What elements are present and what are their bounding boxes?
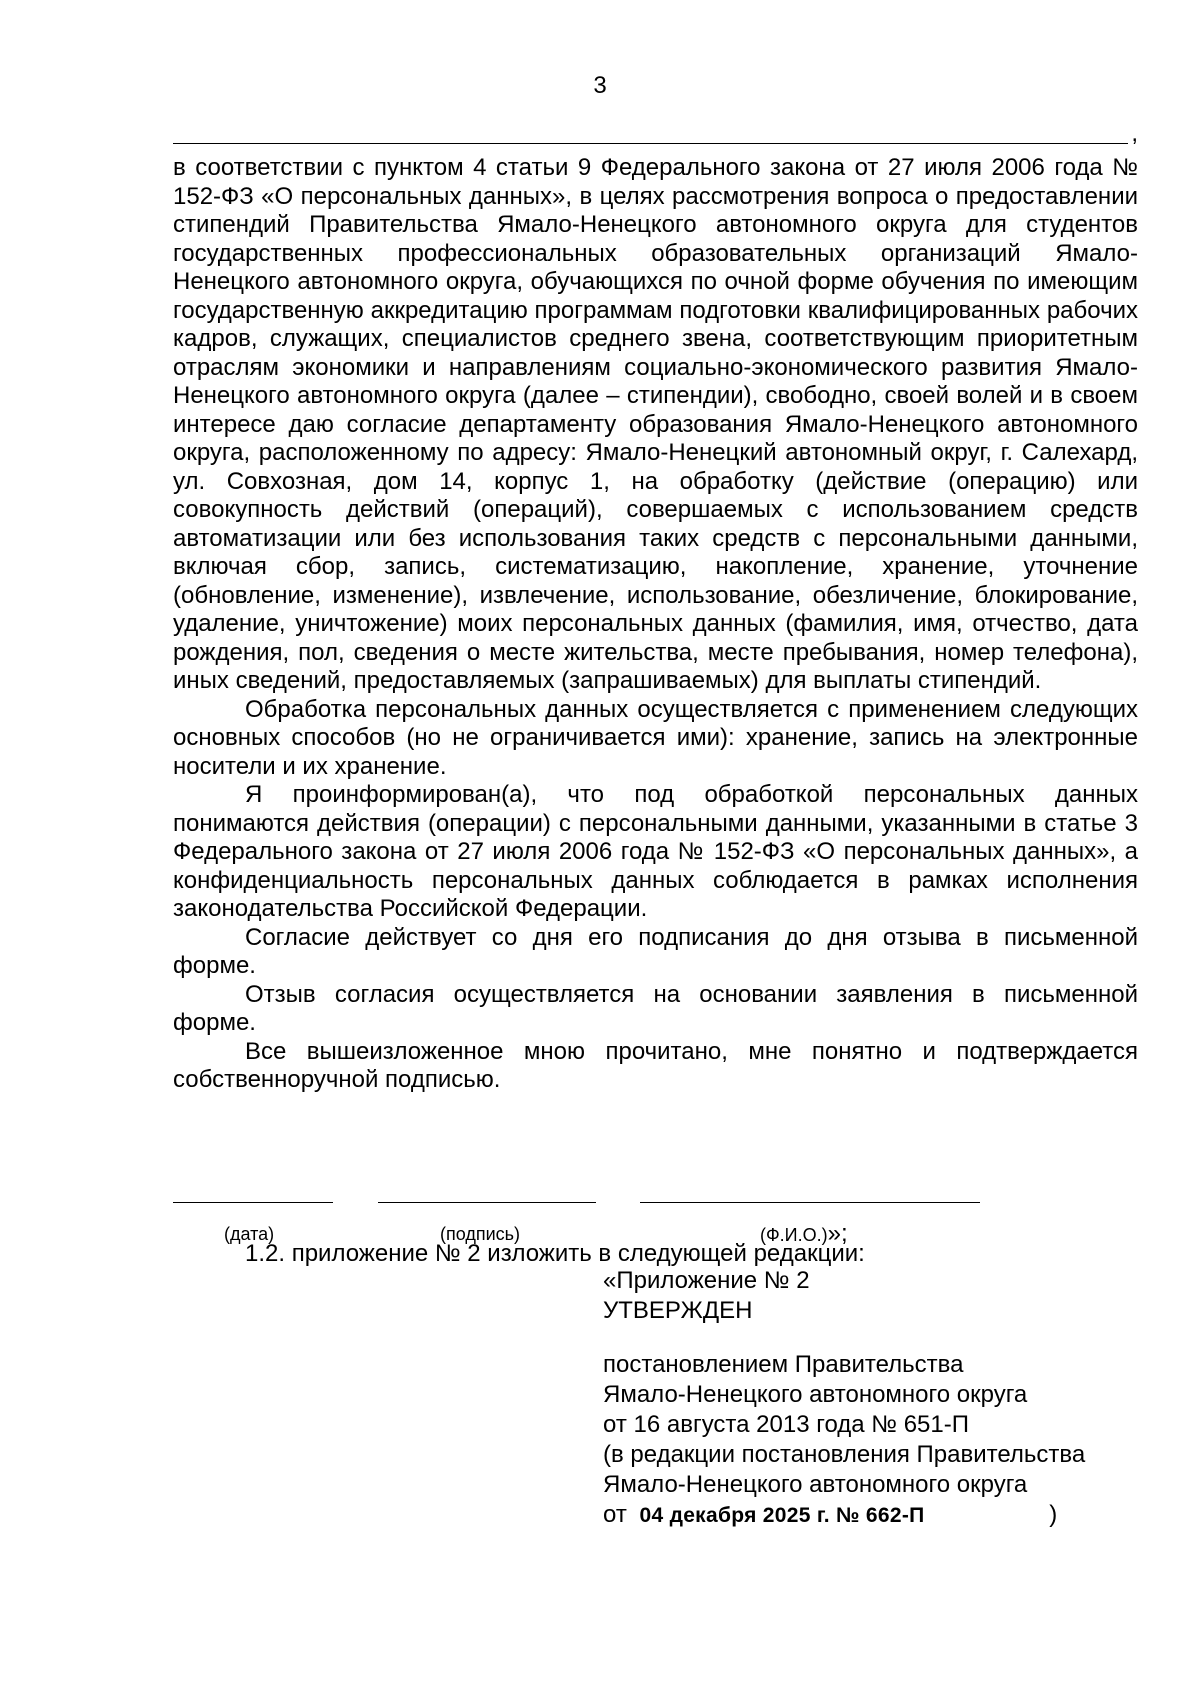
signature-caption: (подпись) <box>440 1224 521 1244</box>
appendix-header <box>603 1266 810 1326</box>
signature-block <box>173 1188 993 1247</box>
date-caption: (дата) <box>224 1224 275 1244</box>
page-number: 3 <box>593 72 607 99</box>
amendment-instruction: 1.2. приложение № 2 изложить в следующей редакции: <box>245 1240 865 1267</box>
approval-line-2: Ямало-Ненецкого автономного округа <box>603 1381 1028 1408</box>
paragraph-validity: Согласие действует со дня его подписания до дня отзыва в письменной форме. <box>173 923 1138 979</box>
approval-line-3: от 16 августа 2013 года № 651-П <box>603 1411 969 1438</box>
paragraph-revocation: Отзыв согласия осуществляется на основании заявления в письменной форме. <box>173 980 1138 1036</box>
approved-label: УТВЕРЖДЕН <box>603 1297 753 1324</box>
name-line <box>640 1202 980 1203</box>
paragraph-informed: Я проинформирован(а), что под обработкой персональных данных понимаются действия (операции) с персональными данными, указанными в статье 3 Федерального закона от 27 июля 2006 года № 152-ФЗ «О персональных данных», а конфиденциальность персональных данных соблюдается в рамках исполнения законодательства Российской Федерации. <box>173 781 1138 922</box>
blank-line <box>173 143 1128 144</box>
stamped-date-number: 04 декабря 2025 г. № 662-П <box>639 1504 925 1527</box>
signature-line <box>378 1202 596 1203</box>
line-end-comma: , <box>1131 120 1138 147</box>
name-caption-text: (Ф.И.О.) <box>760 1225 828 1245</box>
approval-line-1: постановлением Правительства <box>603 1351 964 1378</box>
from-label: от <box>603 1501 627 1528</box>
closing-parenthesis: ) <box>1049 1501 1058 1528</box>
consent-text <box>173 154 1138 1095</box>
approval-line-6 <box>603 1500 1085 1531</box>
paragraph-consent-main: в соответствии с пунктом 4 статьи 9 Федерального закона от 27 июля 2006 года № 152-ФЗ «О персональных данных», в целях рассмотрения вопроса о предоставлении стипендий Правительства Ямало-Ненецкого автономного округа для студентов государственных профессиональных образовательных организаций Ямало-Ненецкого автономного округа, обучающихся по очной форме обучения по имеющим государственную аккредитацию программам подготовки квалифицированных рабочих кадров, служащих, специалистов среднего звена, соответствующим приоритетным отраслям экономики и направлениям социально-экономического развития Ямало-Ненецкого автономного округа (далее – стипендии), свободно, своей волей и в своем интересе даю согласие департаменту образования Ямало-Ненецкого автономного округа, расположенному по адресу: Ямало-Ненецкий автономный округ, г. Салехард, ул. Совхозная, дом 14, корпус 1, на обработку (действие (операцию) или совокупность действий (операций), совершаемых с использованием средств автоматизации или без использования таких средств с персональными данными, включая сбор, запись, систематизацию, накопление, хранение, уточнение (обновление, изменение), извлечение, использование, обезличение, блокирование, удаление, уничтожение) моих персональных данных (фамилия, имя, отчество, дата рождения, пол, сведения о месте жительства, месте пребывания, номер телефона), иных сведений, предоставляемых (запрашиваемых) для выплаты стипендий. <box>173 154 1138 694</box>
closing-quote: »; <box>827 1220 848 1247</box>
paragraph-confirmation: Все вышеизложенное мною прочитано, мне понятно и подтверждается собственноручной подписью. <box>173 1037 1138 1093</box>
paragraph-processing-methods: Обработка персональных данных осуществляется с применением следующих основных способов (но не ограничивается ими): хранение, запись на электронные носители и их хранение. <box>173 695 1138 780</box>
date-line <box>173 1202 333 1203</box>
approval-line-4: (в редакции постановления Правительства <box>603 1441 1086 1468</box>
approval-line-5: Ямало-Ненецкого автономного округа <box>603 1471 1028 1498</box>
top-fill-line <box>173 118 1138 148</box>
appendix-title: «Приложение № 2 <box>603 1267 810 1294</box>
appendix-approval-details <box>603 1350 1085 1531</box>
